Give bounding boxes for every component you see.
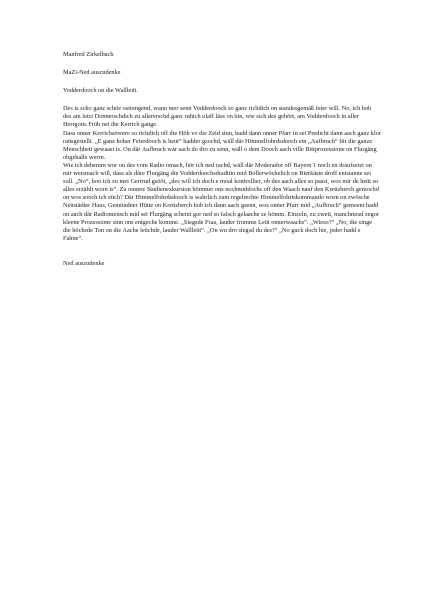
- closing-line: Ned auszudenke: [63, 259, 105, 267]
- document-title: Vodderdooch on die Wallleüt.: [63, 87, 138, 95]
- series-title: MaZi-Ned auszudenke: [63, 69, 121, 77]
- paragraph: Des is scho ganz schöe ostrengend, wann mer senn Vodderdooch so ganz richdich on standesgemäß feier will. No, ich hob des am letzt Donnerschdich zu allererschd ganz ruhich olaff läss on bin, wie sich des gehört, am Vodderdooch in aller Herrgotts Früh nei die Kerrich gange.: [63, 105, 372, 129]
- body-text: [63, 105, 381, 243]
- author-name: Manfred Zirkelbach: [63, 51, 114, 58]
- paragraph: Dass onner Kerrichsöwere so richdich off die Höh vo die Zeid sinn, hadd dann onner Pfarr in sei Predicht dann aach ganz klor raüsgestellt. „E ganz hoher Feierdooch is heut“ hadder gsochd, wäll där Himmelfohrdsdooch ein „Aufbruch“ für die ganze Menschheit gewaast is. On där Aufbruch wär aach do dro zu senn, wäll o dem Dooch aach ville Bittprozessione on Flurgäng obgehalle werrn.: [63, 129, 381, 161]
- paragraph: Wie ich dehemm wor on des vom Radio omach, hör ich ned rachd, wäll där Moderador off Bayern 1 noch en draufsetzt on mir weismach will, dass als däre Flurgäng die Vodderdoochsdraditio mid Bollerwöchelich on Bierkäste droff entstanne sei soll. „No“, hoo ich zu mei Gertrud gsööt, „des will ich doch e moal kontrollier, ob des aach alles so passt, wos mir de heüt so alles erzählt worn is“. Zu onnere Studienexkursion hömmer ons nochmiddochs off den Waach nauf den Kreüzberch gemochd on wos sooch ich eüch? Där Himmelfohrdsdooch is wahrlich zum regelrechte Himmelfohrtskommando worn on zwösche Neüstädter Haus, Gemündner Hütte on Kreüzberch hob ich dann aach gsenn, wos onner Pfarr mid „Aufbruch“ gemeent hadd on aach där Radiomensch mid sei Flurgäng scheint gor ned so falsch gelaache ze hömm. Einzeln, zu zwett, manchmoal zegor kleene Prozessione sinn ons entgeche komme. „Siegsde Fraa, lauder fromme Leüt onnerwaachs“. „Wieso?“ „No, die singe die höchsde Ton on die Aache leüchde, lauder Wallleüt“. „On wu dro siegsd du des?“ „No guck doch hie, jeder hadd e Fahne“.: [63, 161, 380, 242]
- document-body: [63, 51, 381, 268]
